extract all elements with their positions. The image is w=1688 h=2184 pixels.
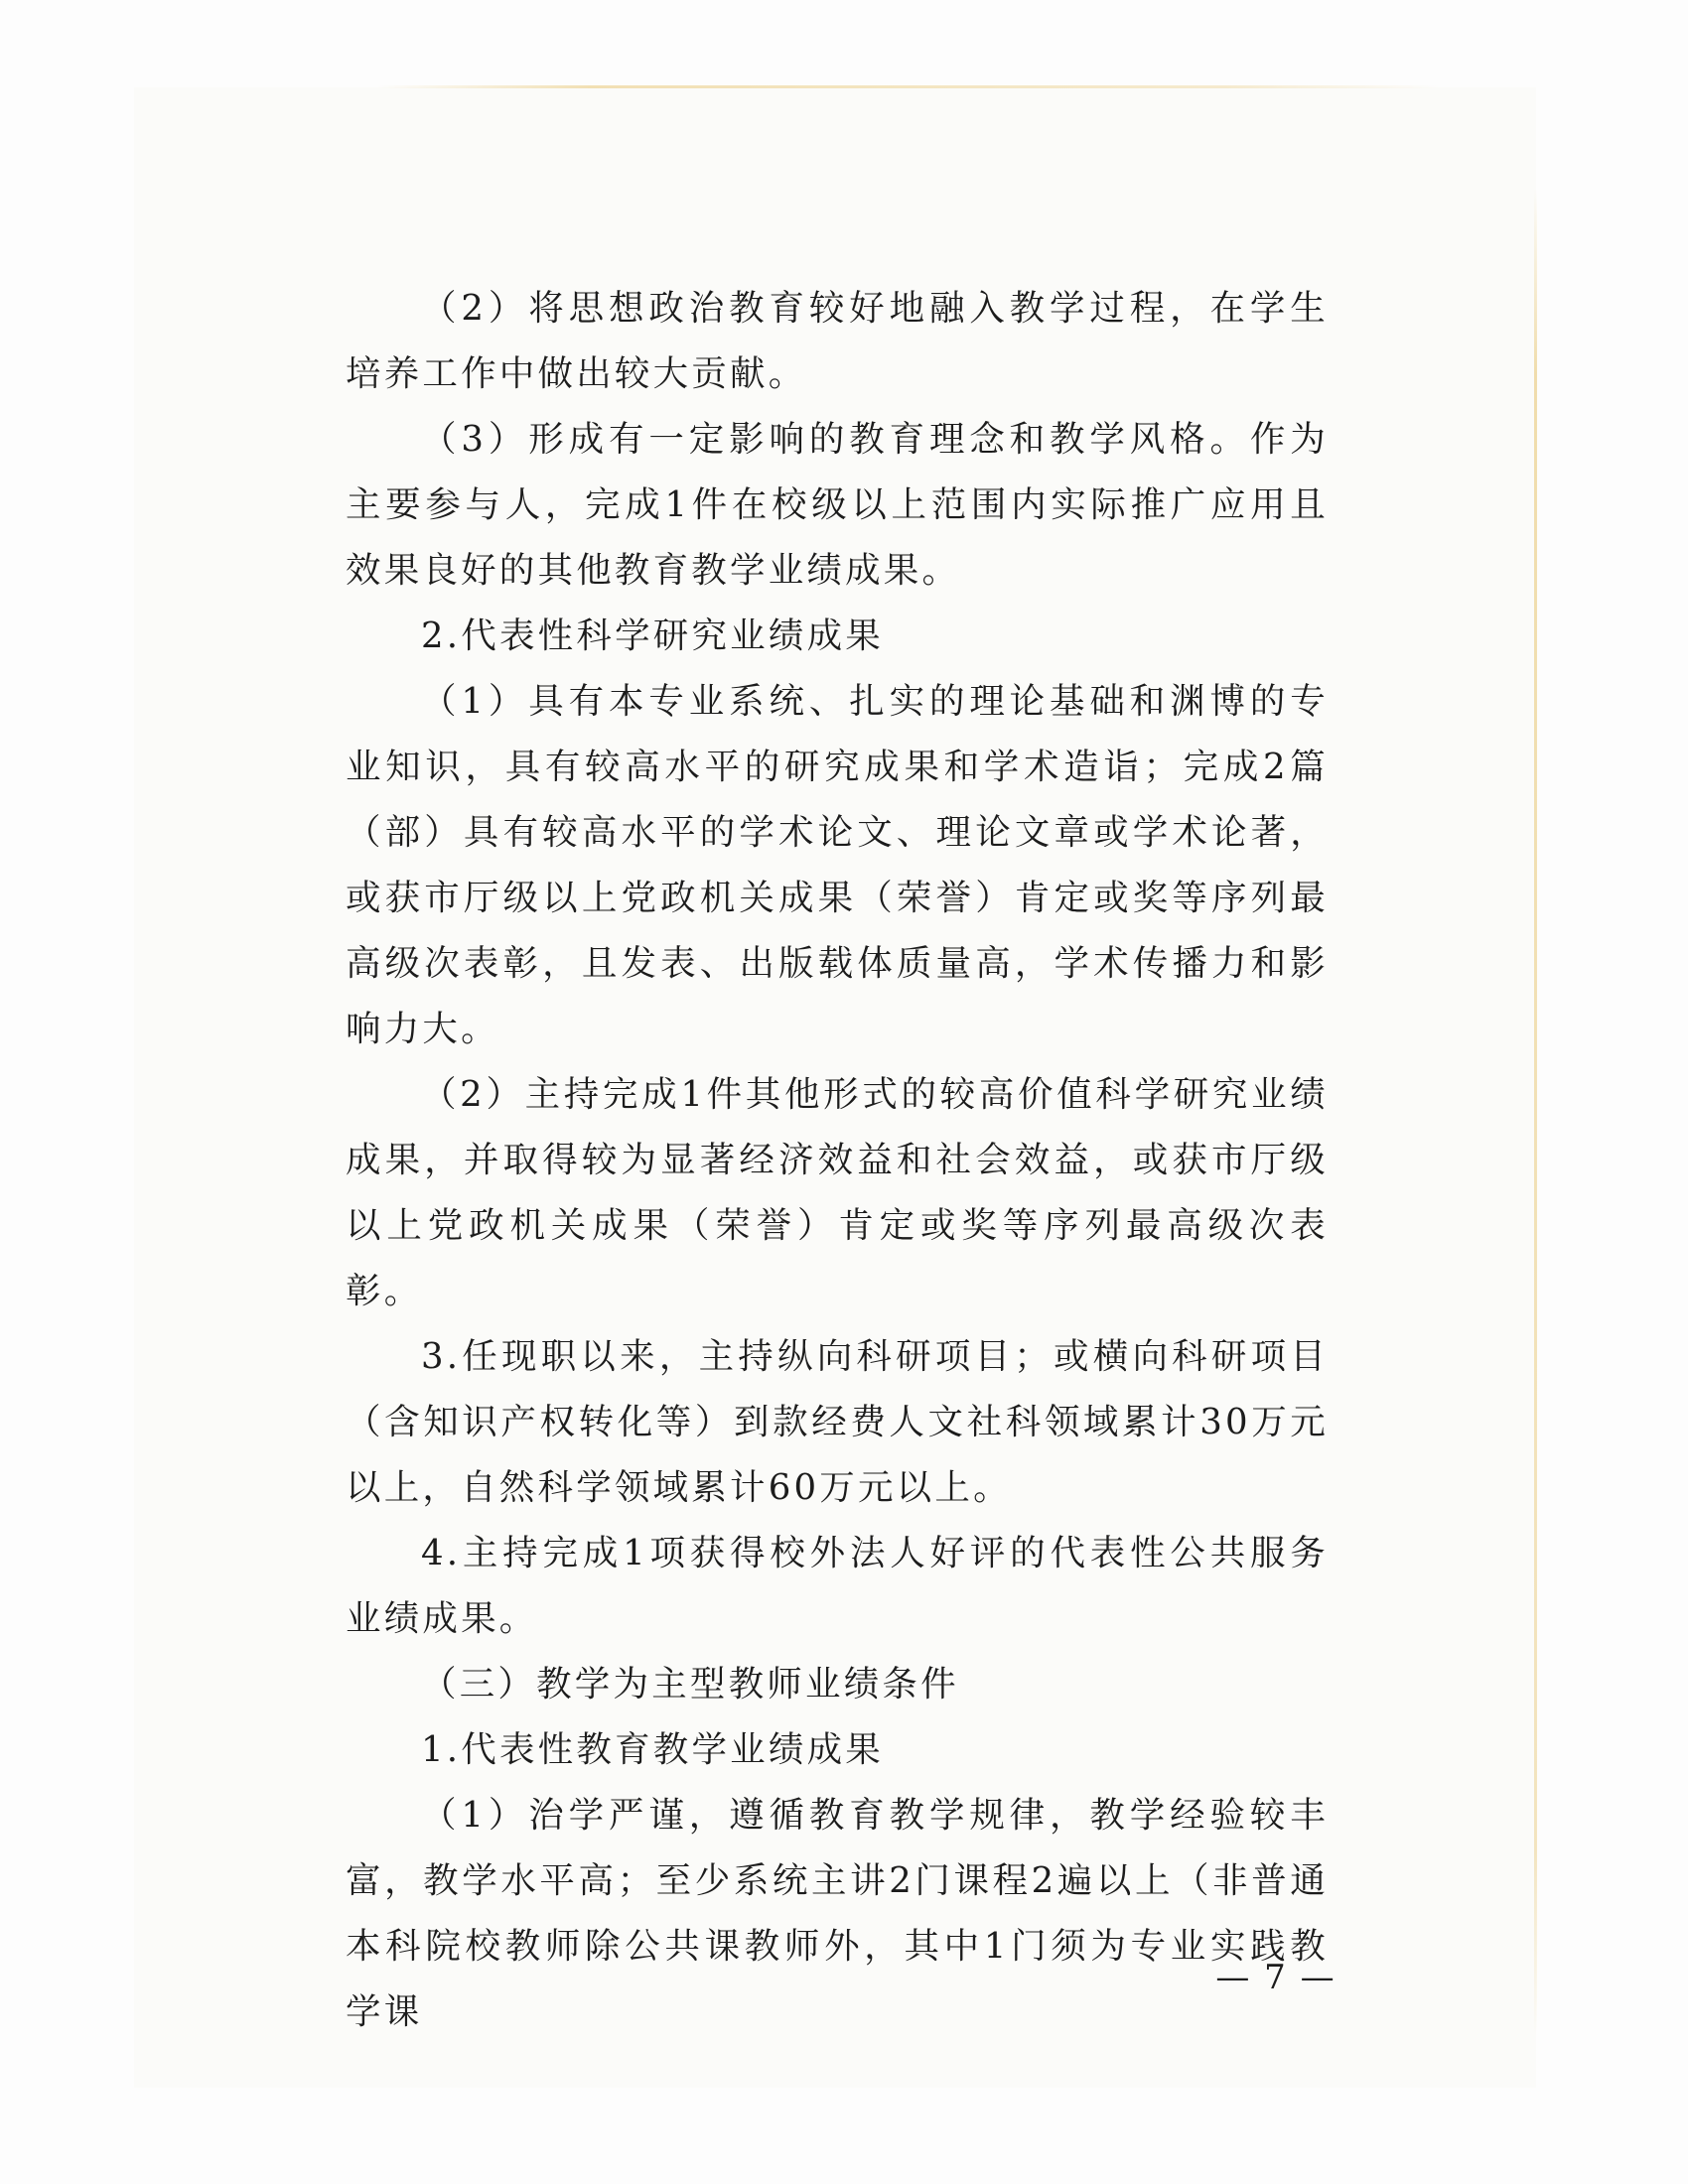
paragraph-teaching-1: （1）治学严谨，遵循教育教学规律，教学经验较丰富，教学水平高；至少系统主讲2门课程2遍以上（非普通本科院校教师除公共课教师外，其中1门须为专业实践教学课 [346, 1795, 1329, 2032]
page-edge-top [377, 85, 1440, 88]
heading-teaching-achievements: 1.代表性教育教学业绩成果 [421, 1729, 884, 1770]
page-number: — 7 — [1215, 1958, 1336, 1997]
heading-research-achievements: 2.代表性科学研究业绩成果 [421, 615, 884, 656]
paragraph-3-education-philosophy: （3）形成有一定影响的教育理念和教学风格。作为主要参与人，完成1件在校级以上范围内实际推广应用且效果良好的其他教育教学业绩成果。 [346, 419, 1329, 591]
paragraph-research-2: （2）主持完成1件其他形式的较高价值科学研究业绩成果，并取得较为显著经济效益和社会效益，或获市厅级以上党政机关成果（荣誉）肯定或奖等序列最高级次表彰。 [346, 1074, 1329, 1311]
document-body [346, 276, 1329, 2045]
heading-teaching-type-conditions: （三）教学为主型教师业绩条件 [421, 1664, 959, 1705]
paragraph-2-ideological-education: （2）将思想政治教育较好地融入教学过程，在学生培养工作中做出较大贡献。 [346, 288, 1329, 394]
paragraph-research-1: （1）具有本专业系统、扎实的理论基础和渊博的专业知识，具有较高水平的研究成果和学术造诣；完成2篇（部）具有较高水平的学术论文、理论文章或学术论著，或获市厅级以上党政机关成果（荣誉）肯定或奖等序列最高级次表彰，且发表、出版载体质量高，学术传播力和影响力大。 [346, 681, 1329, 1049]
page-edge-right [1534, 189, 1537, 2035]
paragraph-funding: 3.任现职以来，主持纵向科研项目；或横向科研项目（含知识产权转化等）到款经费人文社科领域累计30万元以上，自然科学领域累计60万元以上。 [346, 1336, 1329, 1508]
paragraph-public-service: 4.主持完成1项获得校外法人好评的代表性公共服务业绩成果。 [346, 1533, 1329, 1639]
